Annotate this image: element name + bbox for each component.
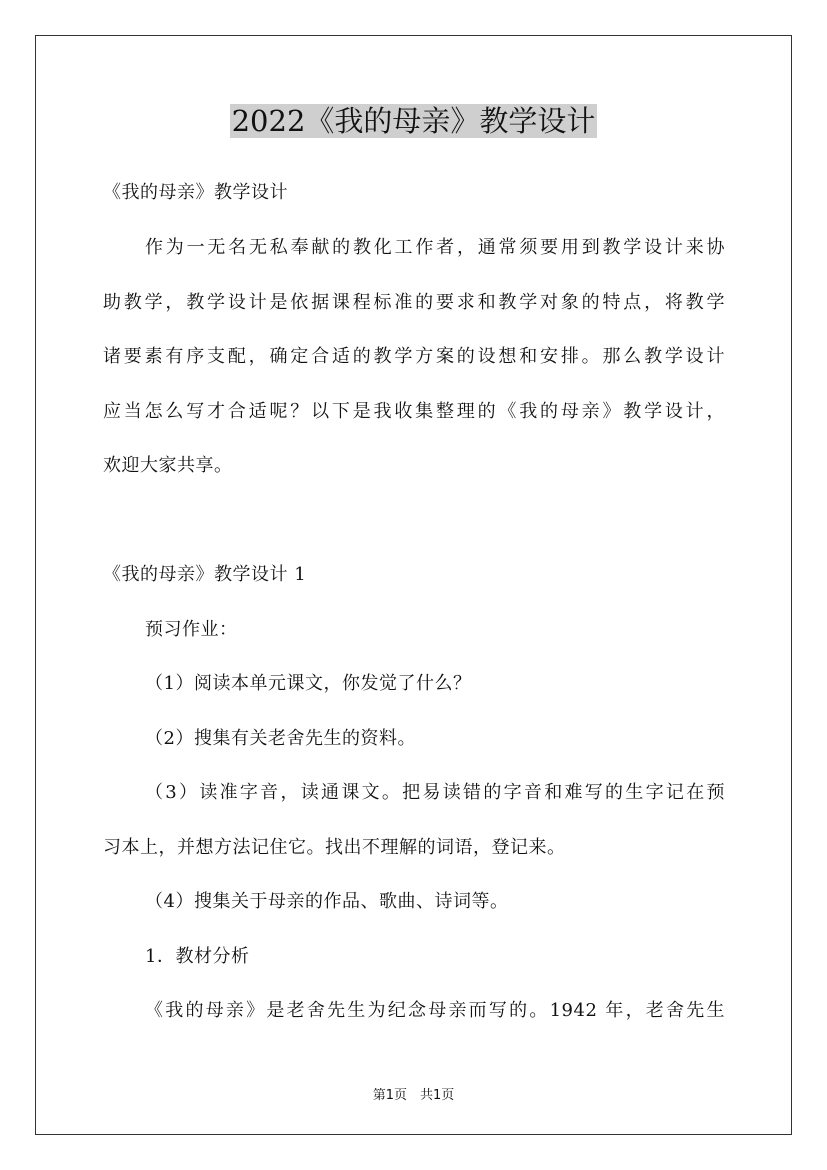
task-3: （3）读准字音，读通课文。把易读错的字音和难写的生字记在预 (145, 782, 725, 803)
intro-line-1: 作为一无名无私奉献的教化工作者，通常须要用到教学设计来协 (145, 237, 725, 258)
analysis-text: 《我的母亲》是老舍先生为纪念母亲而写的。1942 年，老舍先生 (145, 1000, 725, 1021)
preview-label: 预习作业： (145, 619, 238, 640)
task-1: （1）阅读本单元课文，你发觉了什么？ (145, 673, 472, 694)
document-subtitle: 《我的母亲》教学设计 (103, 182, 288, 203)
task-4: （4）搜集关于母亲的作品、歌曲、诗词等。 (145, 891, 509, 912)
intro-line-4: 应当怎么写才合适呢？以下是我收集整理的《我的母亲》教学设计， (103, 401, 725, 422)
intro-line-2: 助教学，教学设计是依据课程标准的要求和教学对象的特点，将教学 (103, 292, 725, 313)
task-3-continued: 习本上，并想方法记住它。找出不理解的词语，登记来。 (103, 837, 566, 858)
document-title: 2022《我的母亲》教学设计 (231, 104, 596, 138)
document-title-wrap (0, 101, 827, 141)
analysis-heading: 1．教材分析 (145, 946, 250, 967)
intro-line-5: 欢迎大家共享。 (103, 455, 233, 476)
intro-line-3: 诸要素有序支配，确定合适的教学方案的设想和安排。那么教学设计 (103, 346, 725, 367)
page-footer: 第1页 共1页 (372, 1088, 455, 1103)
task-2: （2）搜集有关老舍先生的资料。 (145, 728, 416, 749)
section-heading: 《我的母亲》教学设计 1 (103, 564, 307, 585)
